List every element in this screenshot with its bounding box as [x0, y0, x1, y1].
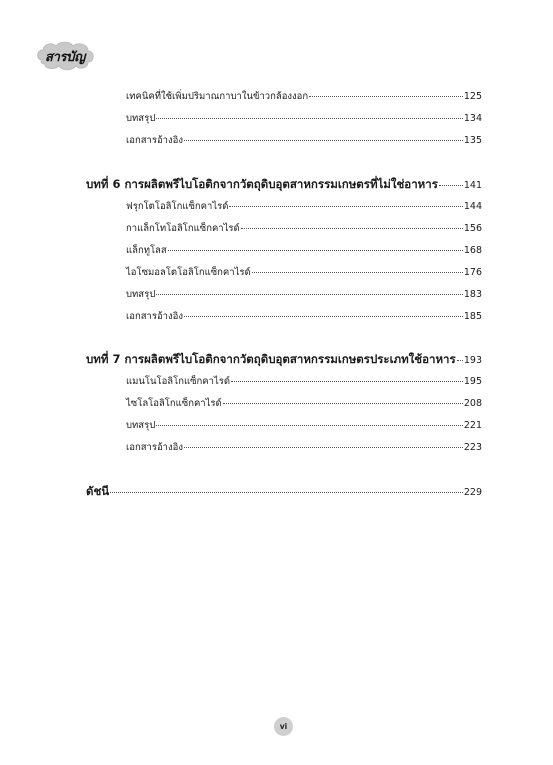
- toc-chapter-page: 141: [463, 180, 482, 191]
- leader-dots: [156, 294, 463, 295]
- toc-entry-label: เอกสารอ้างอิง: [126, 311, 183, 322]
- toc-entry-page: 221: [463, 420, 482, 431]
- leader-dots: [309, 96, 463, 97]
- toc-entry[interactable]: [126, 418, 482, 433]
- leader-dots: [241, 228, 463, 229]
- toc-entry[interactable]: [126, 243, 482, 258]
- toc-chapter-label: บทที่ 6 การผลิตพรีไบโอติกจากวัตถุดิบอุตสาหกรรมเกษตรที่ไม่ใช่อาหาร: [86, 177, 438, 191]
- toc-entry-label: กาแล็กโทโอลิโกแซ็กคาไรด์: [126, 223, 240, 234]
- leader-dots: [252, 272, 463, 273]
- toc-entry-page: 144: [463, 201, 482, 212]
- toc-entry-label: ฟรุกโตโอลิโกแซ็กคาไรด์: [126, 201, 229, 212]
- toc-entry[interactable]: [126, 440, 482, 455]
- toc-entry-page: 134: [463, 113, 482, 124]
- toc-entry-label: บทสรุป: [126, 113, 156, 124]
- toc-entry-label: เอกสารอ้างอิง: [126, 135, 183, 146]
- toc-chapter-page: 193: [463, 355, 482, 366]
- toc-entry-page: 223: [463, 442, 482, 453]
- page-number: vi: [274, 717, 293, 736]
- toc-chapter-page: 229: [463, 487, 482, 498]
- toc-entry[interactable]: [126, 221, 482, 236]
- toc-entry-page: 156: [463, 223, 482, 234]
- toc-entry-label: เอกสารอ้างอิง: [126, 442, 183, 453]
- leader-dots: [439, 185, 463, 186]
- leader-dots: [168, 250, 463, 251]
- toc-entry-page: 195: [463, 376, 482, 387]
- toc-chapter[interactable]: [86, 483, 482, 501]
- toc-entry-label: ไซโลโอลิโกแซ็กคาไรด์: [126, 398, 222, 409]
- toc-entry-page: 185: [463, 311, 482, 322]
- toc-chapter-label: บทที่ 7 การผลิตพรีไบโอติกจากวัตถุดิบอุตสาหกรรมเกษตรประเภทใช้อาหาร: [86, 352, 456, 366]
- leader-dots: [156, 425, 463, 426]
- toc-entry[interactable]: [126, 287, 482, 302]
- toc-entry-page: 208: [463, 398, 482, 409]
- toc-chapter[interactable]: [86, 351, 482, 369]
- toc-entry[interactable]: [126, 396, 482, 411]
- toc-entry-label: บทสรุป: [126, 289, 156, 300]
- toc-entry[interactable]: [126, 111, 482, 126]
- toc-entry[interactable]: [126, 374, 482, 389]
- toc-entry-label: แมนโนโอลิโกแซ็กคาไรด์: [126, 376, 231, 387]
- toc-header-badge: [34, 40, 96, 74]
- leader-dots: [110, 492, 463, 493]
- toc-entry-page: 176: [463, 267, 482, 278]
- leader-dots: [184, 316, 463, 317]
- toc-entry-page: 183: [463, 289, 482, 300]
- toc-entry-label: เทคนิคที่ใช้เพิ่มปริมาณกาบาในข้าวกล้องงอก: [126, 91, 309, 102]
- toc-entry[interactable]: [126, 309, 482, 324]
- toc-entry[interactable]: [126, 89, 482, 104]
- toc-entry-label: บทสรุป: [126, 420, 156, 431]
- leader-dots: [457, 360, 463, 361]
- leader-dots: [231, 381, 463, 382]
- toc-entry-page: 135: [463, 135, 482, 146]
- leader-dots: [223, 403, 463, 404]
- leader-dots: [156, 118, 463, 119]
- toc-entry-page: 168: [463, 245, 482, 256]
- leader-dots: [184, 447, 463, 448]
- toc-entry-page: 125: [463, 91, 482, 102]
- toc-entry-label: ไอโซมอลโตโอลิโกแซ็กคาไรด์: [126, 267, 251, 278]
- leader-dots: [229, 206, 462, 207]
- toc-chapter-label: ดัชนี: [86, 484, 110, 498]
- leader-dots: [184, 140, 463, 141]
- toc-entry[interactable]: [126, 133, 482, 148]
- toc-entry[interactable]: [126, 265, 482, 280]
- toc-chapter[interactable]: [86, 176, 482, 194]
- toc-header-title: สารบัญ: [44, 50, 86, 65]
- toc-entry[interactable]: [126, 199, 482, 214]
- toc-entry-label: แล็กทูโลส: [126, 245, 167, 256]
